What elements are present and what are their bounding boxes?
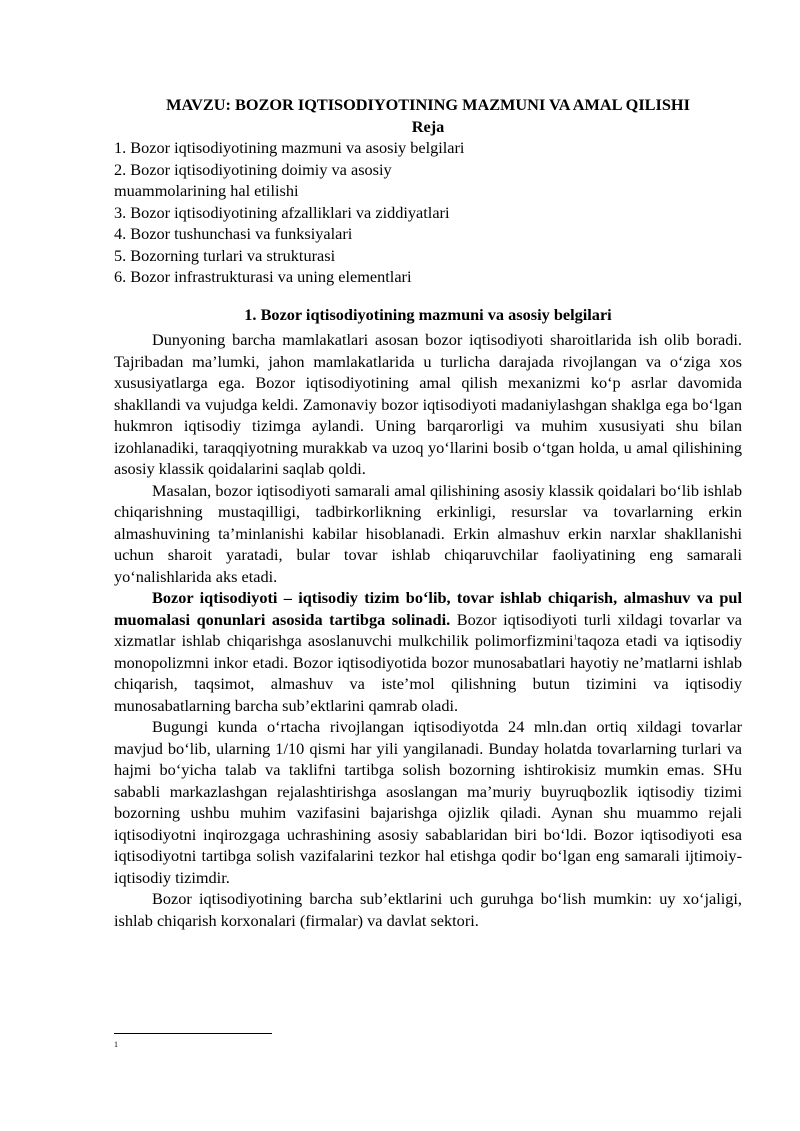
paragraph: Bugungi kunda o‘rtacha rivojlangan iqtisodiyotda 24 mln.dan ortiq xildagi tovarlar mavjud bo‘lib, ularning 1/10 qismi har yili yangilanadi. Bunday holatda tovarlarning turlari va hajmi bo‘yicha talab va taklifni tartibga solish bozorning ishtirokisiz mumkin emas. SHu sababli markazlashgan rejalashtirishga asoslangan ma’muriy buyruqbozlik iqtisodiy tizimi bozorning ushbu muhim vazifasini bajarishga ojizlik qiladi. Aynan shu muammo rejali iqtisodiyotni inqirozgaga uchrashining asosiy sabablaridan biri bo‘ldi. Bozor iqtisodiyoti esa iqtisodiyotni tartibga solish vazifalarini tezkor hal etishga qodir bo‘lgan eng samarali ijtimoiy-iqtisodiy tizimdir. [114,717,742,887]
paragraph: Dunyoning barcha mamlakatlari asosan bozor iqtisodiyoti sharoitlarida ish olib boradi. Tajribadan ma’lumki, jahon mamlakatlarida u turlicha darajada rivojlangan va o‘ziga xos xususiyatlarga ega. Bozor iqtisodiyotining amal qilish mexanizmi ko‘p asrlar davomida shakllandi va vujudga keldi. Zamonaviy bozor iqtisodiyoti madaniylashgan shaklga ega bo‘lgan hukmron iqtisodiy tizimga aylandi. Uning barqarorligi va muhim xususiyati shu bilan izohlanadiki, taraqqiyotning murakkab va uzoq yo‘llarini bosib o‘tgan holda, u amal qilishining asosiy klassik qoidalarini saqlab qoldi. [114,330,742,478]
plan-heading: Reja [411,116,445,136]
plan-item: 2. Bozor iqtisodiyotining doimiy va asosiy muammolarining hal etilishi [114,159,392,200]
plan-item: 3. Bozor iqtisodiyotining afzalliklari va ziddiyatlari [114,202,450,222]
footnote-number: 1 [114,1040,118,1049]
document-page [114,94,742,931]
footnote-separator [114,1033,272,1034]
paragraph-text: Bozor iqtisodiyoti turli xildagi tovarlar va xizmatlar ishlab chiqarishga asoslanuvchi mulkchilik polimorfizmini [114,609,743,650]
footnote-reference[interactable]: 1 [573,633,577,642]
plan-item: 6. Bozor infrastrukturasi va uning elementlari [114,267,412,286]
paragraph: Masalan, bozor iqtisodiyoti samarali amal qilishining asosiy klassik qoidalari bo‘lib ishlab chiqarishning mustaqilligi, tadbirkorlikning erkinligi, resurslar va tovarlarning erkin almashuvining ta’minlanishi kabilar hisoblanadi. Erkin almashuv erkin narxlar shakllanishi uchun sharoit yaratadi, bular tovar ishlab chiqaruvchilar faoliyatining eng samarali yo‘nalishlarida aks etadi. [114,480,742,586]
definition-text: Bozor iqtisodiyoti – iqtisodiy tizim bo‘lib, tovar ishlab chiqarish, almashuv va pul muomalasi qonunlari asosida tartibga solinadi. [114,588,742,629]
plan-item: 4. Bozor tushunchasi va funksiyalari [114,224,353,243]
paragraph: Bozor iqtisodiyotining barcha sub’ektlarini uch guruhga bo‘lish mumkin: uy xo‘jaligi, ishlab chiqarish korxonalari (firmalar) va davlat sektori. [114,889,742,930]
paragraph-text: taqoza etadi va iqtisodiy monopolizmni inkor etadi. Bozor iqtisodiyotida bozor munosabatlari hayotiy ne’matlarni ishlab chiqarish, taqsimot, almashuv va iste’mol qilishning butun tizimini va iqtisodiy munosabatlarning barcha sub’ektlarini qamrab oladi. [114,631,742,715]
plan-item: 1. Bozor iqtisodiyotining mazmuni va asosiy belgilari [114,138,465,157]
plan-list [114,137,742,288]
section-title: 1. Bozor iqtisodiyotining mazmuni va asosiy belgilari [244,304,612,324]
paragraph-definition [114,587,742,716]
document-title: MAVZU: BOZOR IQTISODIYOTINING MAZMUNI VA AMAL QILISHI [166,95,690,114]
plan-item: 5. Bozorning turlari va strukturasi [114,245,336,265]
